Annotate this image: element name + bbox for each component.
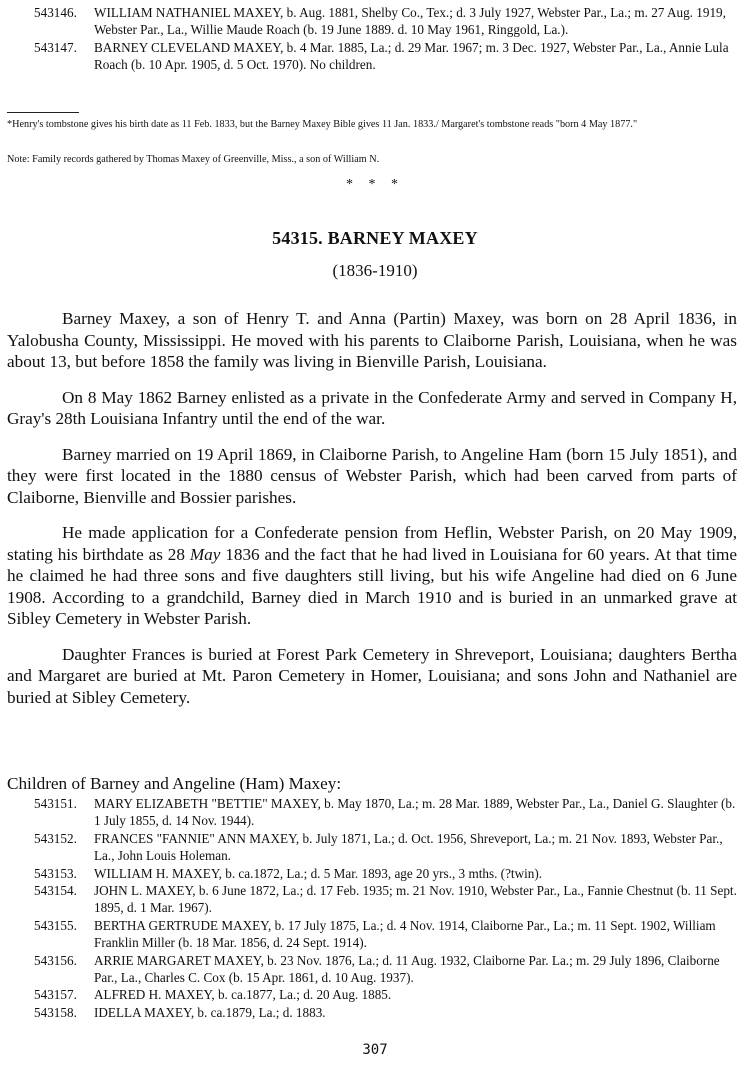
footnote-rule [7, 112, 79, 113]
entry-number: 543152. [34, 830, 77, 846]
paragraph-4-emphasis: May [189, 544, 221, 564]
paragraph-5: Daughter Frances is buried at Forest Park Cemetery in Shreveport, Louisiana; daughters Bertha and Margaret are buried at Mt. Paron Cemetery in Homer, Louisiana; and sons John and Nathaniel are buried at Sibley Cemetery. [7, 644, 737, 707]
paragraph-3: Barney married on 19 April 1869, in Claiborne Parish, to Angeline Ham (born 15 July 1851), and they were first located in the 1880 census of Webster Parish, which had been carved from parts of Claiborne, Bienville and Bossier parishes. [7, 444, 737, 507]
paragraph-4-part-a: He made application for a Confederate pension from Heflin, Webster Parish, on 20 May 1909, stating his birthdate as 28 [7, 523, 737, 564]
child-entry [0, 986, 742, 1003]
entry-text: BERTHA GERTRUDE MAXEY, b. 17 July 1875, La.; d. 4 Nov. 1914, Claiborne Par., La.; m. 11 Sept. 1902, William Franklin Miller (b. 18 Mar. 1856, d. 24 Sept. 1914). [94, 917, 716, 951]
entry-number: 543147. [34, 40, 77, 55]
child-entry [0, 830, 742, 865]
footnote-tombstone: *Henry's tombstone gives his birth date as 11 Feb. 1833, but the Barney Maxey Bible gives 11 Jan. 1833./ Margaret's tombstone reads "born 4 May 1877." [7, 119, 638, 130]
entry-number: 543157. [34, 987, 77, 1003]
entry-text: WILLIAM H. MAXEY, b. ca.1872, La.; d. 5 Mar. 1893, age 20 yrs., 3 mths. (?twin). [94, 865, 543, 881]
paragraph-4-part-b: 1836 and the fact that he had lived in Louisiana for 60 years. At that time he claimed he had three sons and five daughters still living, but his wife Angeline had died on 6 June 1908. According to a grandchild, Barney died in March 1910 and is buried in an unmarked grave at Sibley Cemetery in Webster Parish. [7, 544, 737, 628]
child-entry [0, 917, 742, 952]
entry-text: WILLIAM NATHANIEL MAXEY, b. Aug. 1881, Shelby Co., Tex.; d. 3 July 1927, Webster Par., La.; m. 27 Aug. 1919, Webster Par., La., Willie Maude Roach (b. 19 June 1889. d. 10 May 1961, Ringgold, La.). [94, 5, 726, 37]
children-heading: Children of Barney and Angeline (Ham) Maxey: [7, 774, 342, 793]
entry-543147 [0, 39, 744, 73]
entry-text: ARRIE MARGARET MAXEY, b. 23 Nov. 1876, La.; d. 11 Aug. 1932, Claiborne Par. La.; m. 29 July 1896, Claiborne Par., La., Charles C. Cox (b. 15 Apr. 1861, d. 10 Aug. 1937). [94, 952, 720, 986]
child-entry [0, 1004, 742, 1021]
children-list [0, 795, 742, 1021]
entry-text: IDELLA MAXEY, b. ca.1879, La.; d. 1883. [94, 1004, 326, 1020]
entry-number: 543153. [34, 865, 77, 881]
entry-text: ALFRED H. MAXEY, b. ca.1877, La.; d. 20 Aug. 1885. [94, 987, 392, 1003]
entry-text: MARY ELIZABETH "BETTIE" MAXEY, b. May 1870, La.; m. 28 Mar. 1889, Webster Par., La., Daniel G. Slaughter (b. 1 July 1855, d. 14 Nov. 1944). [94, 796, 736, 829]
entry-number: 543158. [34, 1004, 77, 1020]
entry-number: 543154. [34, 883, 77, 899]
paragraph-2: On 8 May 1862 Barney enlisted as a private in the Confederate Army and served in Company H, Gray's 28th Louisiana Infantry until the end of the war. [7, 387, 737, 428]
section-dates: (1836-1910) [332, 261, 418, 280]
entry-number: 543155. [34, 917, 77, 933]
footnote-note: Note: Family records gathered by Thomas Maxey of Greenville, Miss., a son of William N. [7, 154, 380, 165]
entry-text: JOHN L. MAXEY, b. 6 June 1872, La.; d. 17 Feb. 1935; m. 21 Nov. 1910, Webster Par., La., Fannie Chestnut (b. 11 Sept. 1895, d. 1 Mar. 1967). [94, 883, 737, 916]
top-entry-list [0, 4, 744, 74]
section-heading: 54315. BARNEY MAXEY [272, 228, 478, 248]
entry-number: 543156. [34, 952, 77, 968]
child-entry [0, 882, 742, 917]
paragraph-4 [7, 522, 737, 630]
entry-number: 543146. [34, 5, 77, 20]
child-entry [0, 952, 742, 987]
child-entry [0, 865, 742, 882]
entry-text: FRANCES "FANNIE" ANN MAXEY, b. July 1871, La.; d. Oct. 1956, Shreveport, La.; m. 21 Nov. 1893, Webster Par., La., John Louis Holeman. [94, 830, 723, 864]
entry-text: BARNEY CLEVELAND MAXEY, b. 4 Mar. 1885, La.; d. 29 Mar. 1967; m. 3 Dec. 1927, Webster Par., La., Annie Lula Roach (b. 10 Apr. 1905, d. 5 Oct. 1970). No children. [94, 40, 729, 72]
child-entry [0, 795, 742, 830]
paragraph-1: Barney Maxey, a son of Henry T. and Anna (Partin) Maxey, was born on 28 April 1836, in Yalobusha County, Mississippi. He moved with his parents to Claiborne Parish, Louisiana, when he was about 13, but before 1858 the family was living in Bienville Parish, Louisiana. [7, 309, 737, 371]
biography-body [7, 308, 737, 722]
section-separator: * * * [346, 177, 404, 192]
page-number: 307 [362, 1042, 388, 1058]
entry-543146 [0, 4, 744, 38]
entry-number: 543151. [34, 796, 77, 811]
